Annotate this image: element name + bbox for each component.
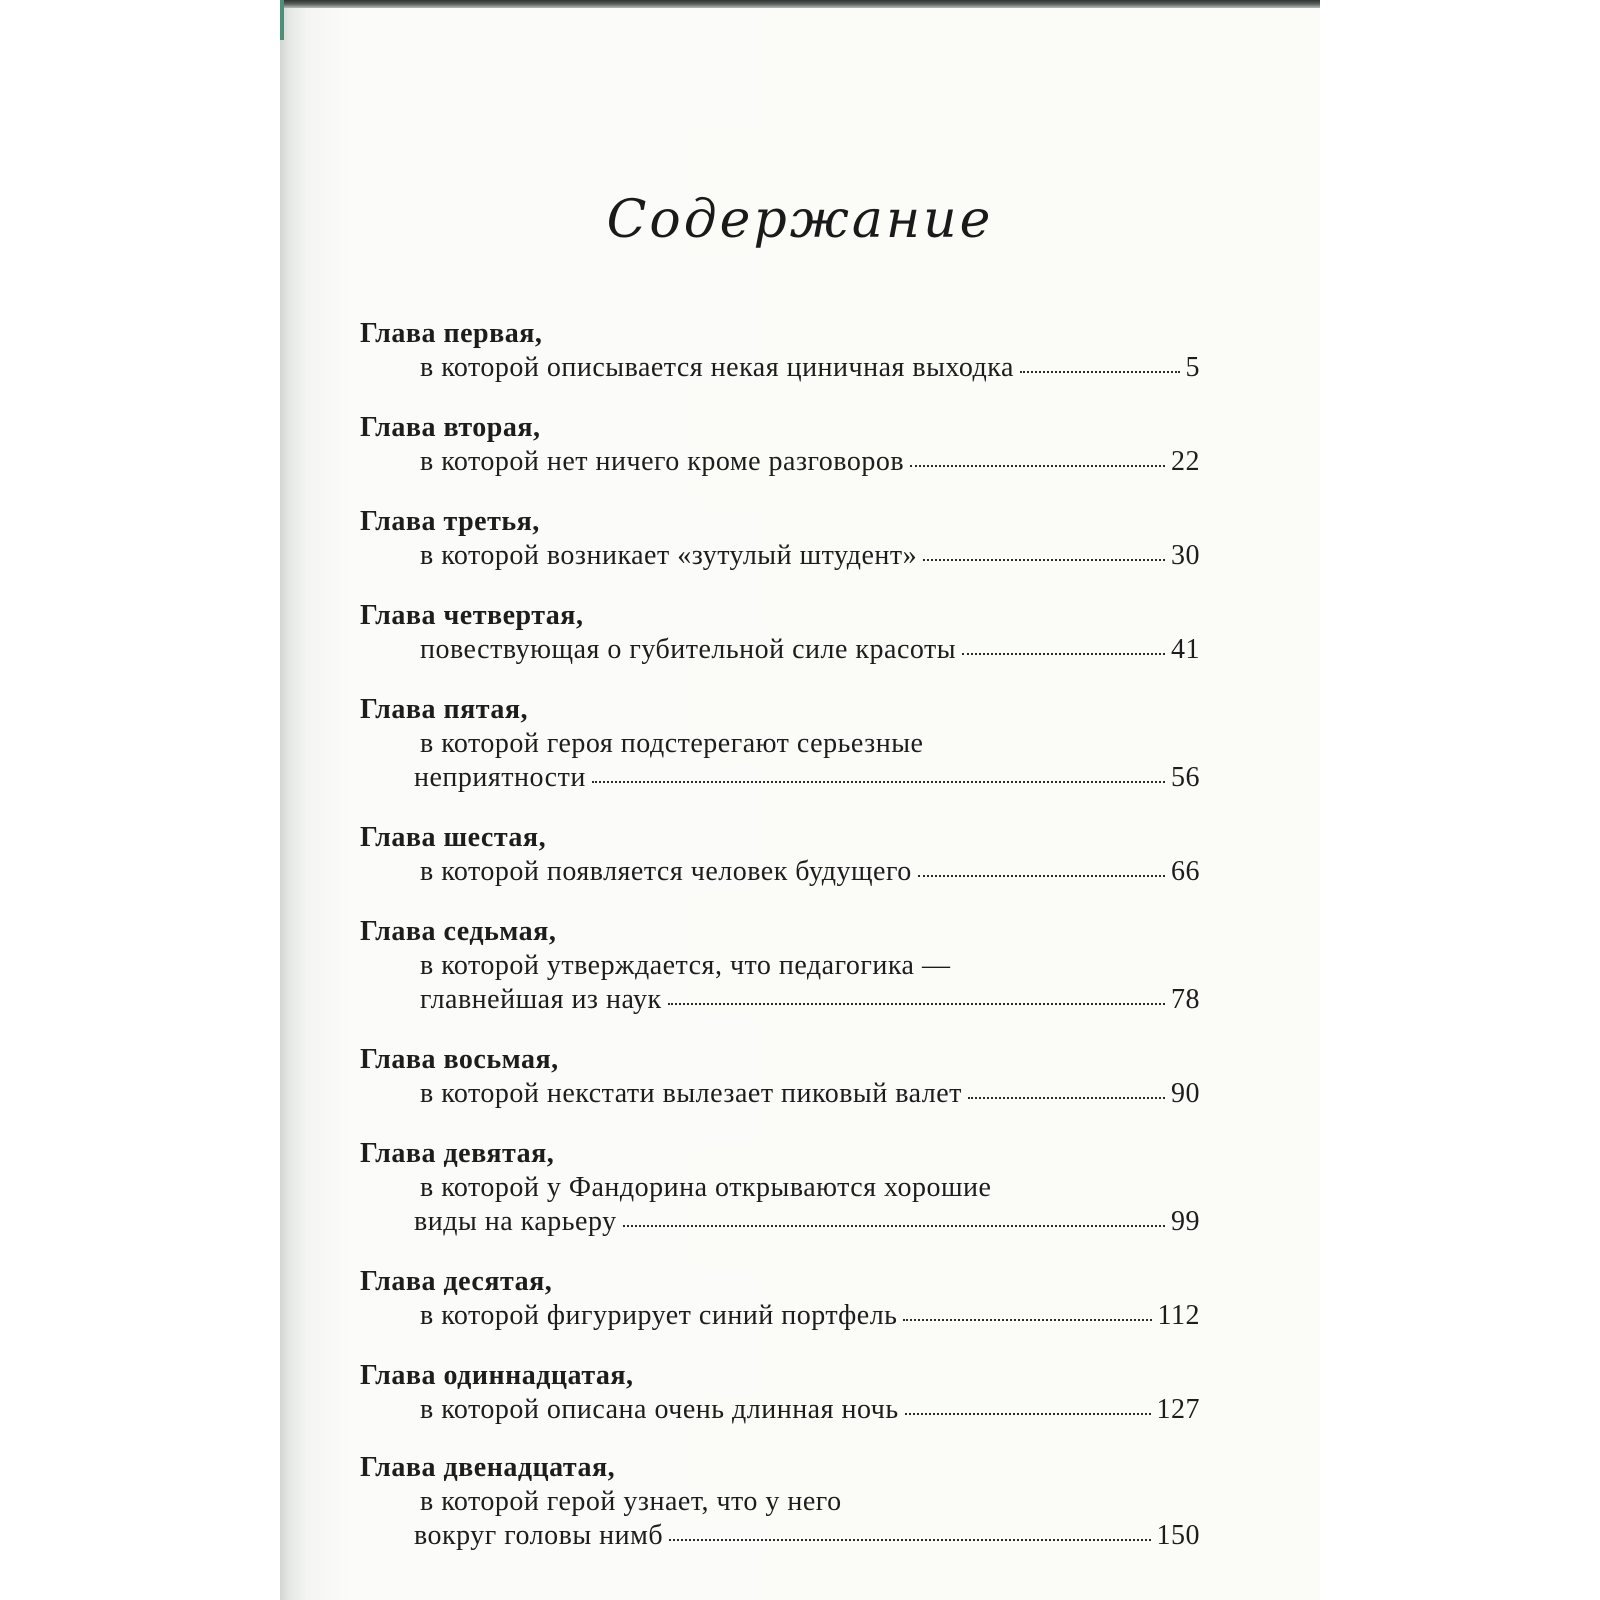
leader-dots [968, 1096, 1165, 1099]
page-number: 30 [1171, 540, 1200, 571]
toc-title: Содержание [606, 190, 994, 250]
chapter-subtitle: виды на карьеру [414, 1206, 617, 1237]
chapter-title: Глава восьмая, [360, 1044, 559, 1075]
page-number: 41 [1171, 634, 1200, 665]
page-top-edge [280, 0, 1320, 8]
chapter-title: Глава седьмая, [360, 916, 557, 947]
chapter-subtitle-line [420, 1172, 991, 1204]
leader-dots [910, 464, 1165, 467]
chapter-subtitle: в которой описана очень длинная ночь [420, 1394, 899, 1425]
chapter-subtitle-line [420, 950, 950, 982]
chapter-subtitle-line [420, 446, 1200, 478]
page-number: 150 [1156, 1520, 1200, 1551]
chapter-subtitle-line [420, 352, 1200, 384]
chapter-title: Глава третья, [360, 506, 540, 537]
chapter-subtitle: неприятности [414, 762, 586, 793]
chapter-subtitle: в которой описывается некая циничная выходка [420, 352, 1014, 383]
chapter-subtitle: в которой некстати вылезает пиковый валет [420, 1078, 962, 1109]
chapter-subtitle-line [420, 1486, 842, 1518]
leader-dots [1020, 370, 1180, 373]
page-number: 5 [1185, 352, 1200, 383]
leader-dots [923, 558, 1165, 561]
chapter-subtitle-line [420, 728, 923, 760]
chapter-title: Глава вторая, [360, 412, 541, 443]
leader-dots [592, 780, 1165, 783]
chapter-subtitle: в которой возникает «зутулый штудент» [420, 540, 918, 571]
chapter-subtitle-line [420, 856, 1200, 888]
chapter-subtitle-line [420, 540, 1200, 572]
chapter-subtitle: в которой появляется человек будущего [420, 856, 912, 887]
leader-dots [668, 1002, 1165, 1005]
chapter-title: Глава двенадцатая, [360, 1452, 616, 1483]
chapter-subtitle: в которой фигурирует синий портфель [420, 1300, 898, 1331]
chapter-subtitle-line [420, 634, 1200, 666]
chapter-subtitle-line [420, 1300, 1200, 1332]
chapter-subtitle: в которой герой узнает, что у него [420, 1486, 842, 1517]
leader-dots [903, 1318, 1151, 1321]
chapter-title: Глава пятая, [360, 694, 529, 725]
page-number: 78 [1171, 984, 1200, 1015]
leader-dots [905, 1412, 1151, 1415]
page-number: 99 [1171, 1206, 1200, 1237]
chapter-subtitle: в которой у Фандорина открываются хорошие [420, 1172, 992, 1203]
leader-dots [962, 652, 1165, 655]
page-number: 22 [1171, 446, 1200, 477]
chapter-subtitle: главнейшая из наук [420, 984, 662, 1015]
chapter-subtitle-line [414, 1206, 1200, 1238]
leader-dots [918, 874, 1165, 877]
chapter-title: Глава одиннадцатая, [360, 1360, 634, 1391]
chapter-subtitle: в которой нет ничего кроме разговоров [420, 446, 905, 477]
chapter-subtitle: в которой героя подстерегают серьезные [420, 728, 924, 759]
chapter-subtitle: повествующая о губительной силе красоты [420, 634, 957, 665]
chapter-title: Глава первая, [360, 318, 543, 349]
chapter-subtitle-line [414, 762, 1200, 794]
chapter-subtitle-line [414, 1520, 1200, 1552]
page-number: 127 [1156, 1394, 1200, 1425]
page-number: 66 [1171, 856, 1200, 887]
leader-dots [669, 1538, 1150, 1541]
chapter-subtitle-line [420, 1394, 1200, 1426]
page-number: 56 [1171, 762, 1200, 793]
chapter-title: Глава шестая, [360, 822, 547, 853]
page-number: 90 [1171, 1078, 1200, 1109]
chapter-subtitle: вокруг головы нимб [414, 1520, 664, 1551]
chapter-title: Глава десятая, [360, 1266, 553, 1297]
chapter-subtitle-line [420, 1078, 1200, 1110]
chapter-title: Глава девятая, [360, 1138, 555, 1169]
book-spine [280, 0, 284, 40]
chapter-subtitle-line [420, 984, 1200, 1016]
book-page [280, 0, 1320, 1600]
leader-dots [623, 1224, 1165, 1227]
chapter-title: Глава четвертая, [360, 600, 584, 631]
page-number: 112 [1157, 1300, 1200, 1331]
chapter-subtitle: в которой утверждается, что педагогика — [420, 950, 951, 981]
